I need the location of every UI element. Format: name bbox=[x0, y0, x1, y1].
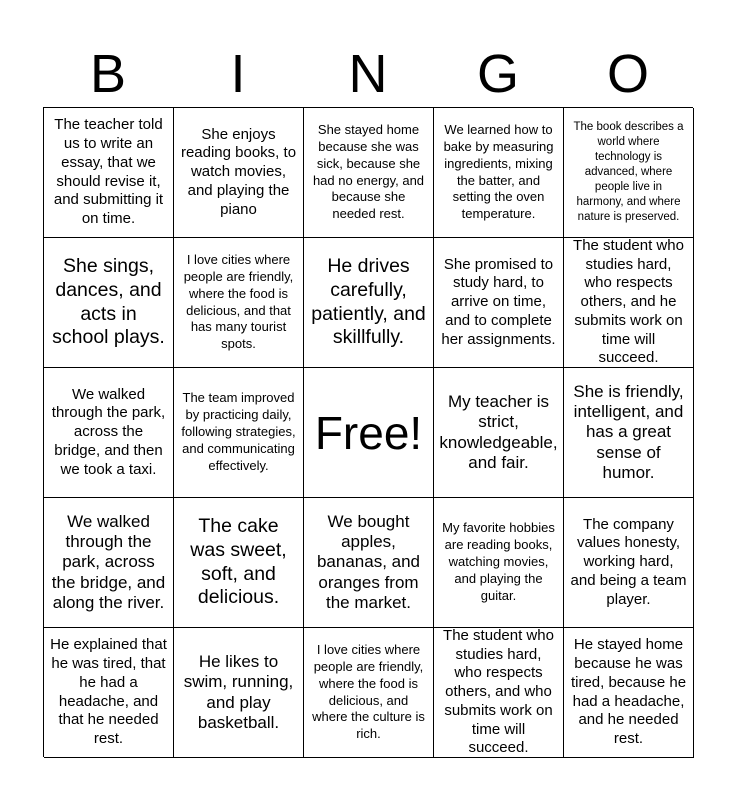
bingo-cell-r3c5[interactable] bbox=[564, 368, 694, 498]
bingo-cell-r4c1[interactable] bbox=[44, 498, 174, 628]
cell-text: We walked through the park, across the bridge, and along the river. bbox=[51, 511, 166, 613]
bingo-cell-r5c1[interactable] bbox=[44, 628, 174, 758]
header-letter-i: I bbox=[230, 44, 246, 104]
bingo-cell-r1c3[interactable] bbox=[304, 108, 434, 238]
cell-text: My teacher is strict, knowledgeable, and fair. bbox=[439, 391, 558, 472]
cell-text: The student who studies hard, who respects others, and who submits work on time will succeed. bbox=[443, 628, 554, 757]
cell-text: I love cities where people are friendly, where the food is delicious, and where the culture is rich. bbox=[312, 641, 425, 742]
cell-text: The teacher told us to write an essay, that we should revise it, and submitting it on time. bbox=[53, 116, 164, 227]
cell-text: She sings, dances, and acts in school plays. bbox=[52, 254, 165, 349]
bingo-cell-r5c4[interactable] bbox=[434, 628, 564, 758]
bingo-cell-r4c5[interactable] bbox=[564, 498, 694, 628]
bingo-header bbox=[43, 40, 693, 108]
cell-text: She promised to study hard, to arrive on time, and to complete her assignments. bbox=[441, 255, 556, 348]
cell-text: The cake was sweet, soft, and delicious. bbox=[190, 514, 287, 609]
cell-text: I love cities where people are friendly, where the food is delicious, and that has many tourist spots. bbox=[183, 251, 294, 352]
bingo-cell-r5c3[interactable] bbox=[304, 628, 434, 758]
free-space-text: Free! bbox=[314, 406, 423, 459]
cell-text: He explained that he was tired, that he had a headache, and that he needed rest. bbox=[50, 636, 167, 747]
cell-text: The student who studies hard, who respects others, and he submits work on time will succeed. bbox=[573, 238, 684, 367]
bingo-cell-r2c3[interactable] bbox=[304, 238, 434, 368]
cell-text: The company values honesty, working hard, and being a team player. bbox=[570, 515, 687, 608]
bingo-cell-r2c1[interactable] bbox=[44, 238, 174, 368]
bingo-cell-r5c2[interactable] bbox=[174, 628, 304, 758]
bingo-grid bbox=[43, 107, 693, 757]
cell-text: He likes to swim, running, and play basketball. bbox=[183, 651, 294, 732]
bingo-cell-r4c4[interactable] bbox=[434, 498, 564, 628]
cell-text: We bought apples, bananas, and oranges from the market. bbox=[316, 511, 421, 613]
bingo-cell-r1c1[interactable] bbox=[44, 108, 174, 238]
cell-text: We walked through the park, across the bridge, and then we took a taxi. bbox=[51, 385, 166, 478]
cell-text: She stayed home because she was sick, because she had no energy, and because she needed rest. bbox=[312, 121, 425, 222]
header-letter-b: B bbox=[89, 44, 127, 104]
header-letter-n: N bbox=[348, 44, 388, 104]
bingo-cell-r3c1[interactable] bbox=[44, 368, 174, 498]
header-letter-o: O bbox=[606, 44, 649, 104]
cell-text: He stayed home because he was tired, because he had a headache, and he needed rest. bbox=[570, 636, 687, 747]
bingo-cell-r2c5[interactable] bbox=[564, 238, 694, 368]
cell-text: She is friendly, intelligent, and has a great sense of humor. bbox=[573, 381, 684, 483]
cell-text: The book describes a world where technology is advanced, where people live in harmony, and where nature is preserved. bbox=[573, 121, 684, 223]
bingo-cell-r1c4[interactable] bbox=[434, 108, 564, 238]
cell-text: She enjoys reading books, to watch movies, and playing the piano bbox=[180, 125, 297, 218]
bingo-cell-r2c4[interactable] bbox=[434, 238, 564, 368]
cell-text: My favorite hobbies are reading books, watching movies, and playing the guitar. bbox=[442, 520, 555, 603]
cell-text: We learned how to bake by measuring ingredients, mixing the batter, and setting the oven temperature. bbox=[443, 121, 554, 222]
bingo-cell-r1c2[interactable] bbox=[174, 108, 304, 238]
bingo-cell-r3c4[interactable] bbox=[434, 368, 564, 498]
bingo-cell-r2c2[interactable] bbox=[174, 238, 304, 368]
cell-text: The team improved by practicing daily, following strategies, and communicating effectively. bbox=[181, 390, 296, 473]
cell-text: He drives carefully, patiently, and skillfully. bbox=[311, 254, 426, 349]
bingo-cell-r5c5[interactable] bbox=[564, 628, 694, 758]
bingo-cell-r4c3[interactable] bbox=[304, 498, 434, 628]
header-letter-g: G bbox=[476, 44, 519, 104]
bingo-cell-r3c2[interactable] bbox=[174, 368, 304, 498]
bingo-cell-r1c5[interactable] bbox=[564, 108, 694, 238]
bingo-cell-free[interactable] bbox=[304, 368, 434, 498]
bingo-cell-r4c2[interactable] bbox=[174, 498, 304, 628]
